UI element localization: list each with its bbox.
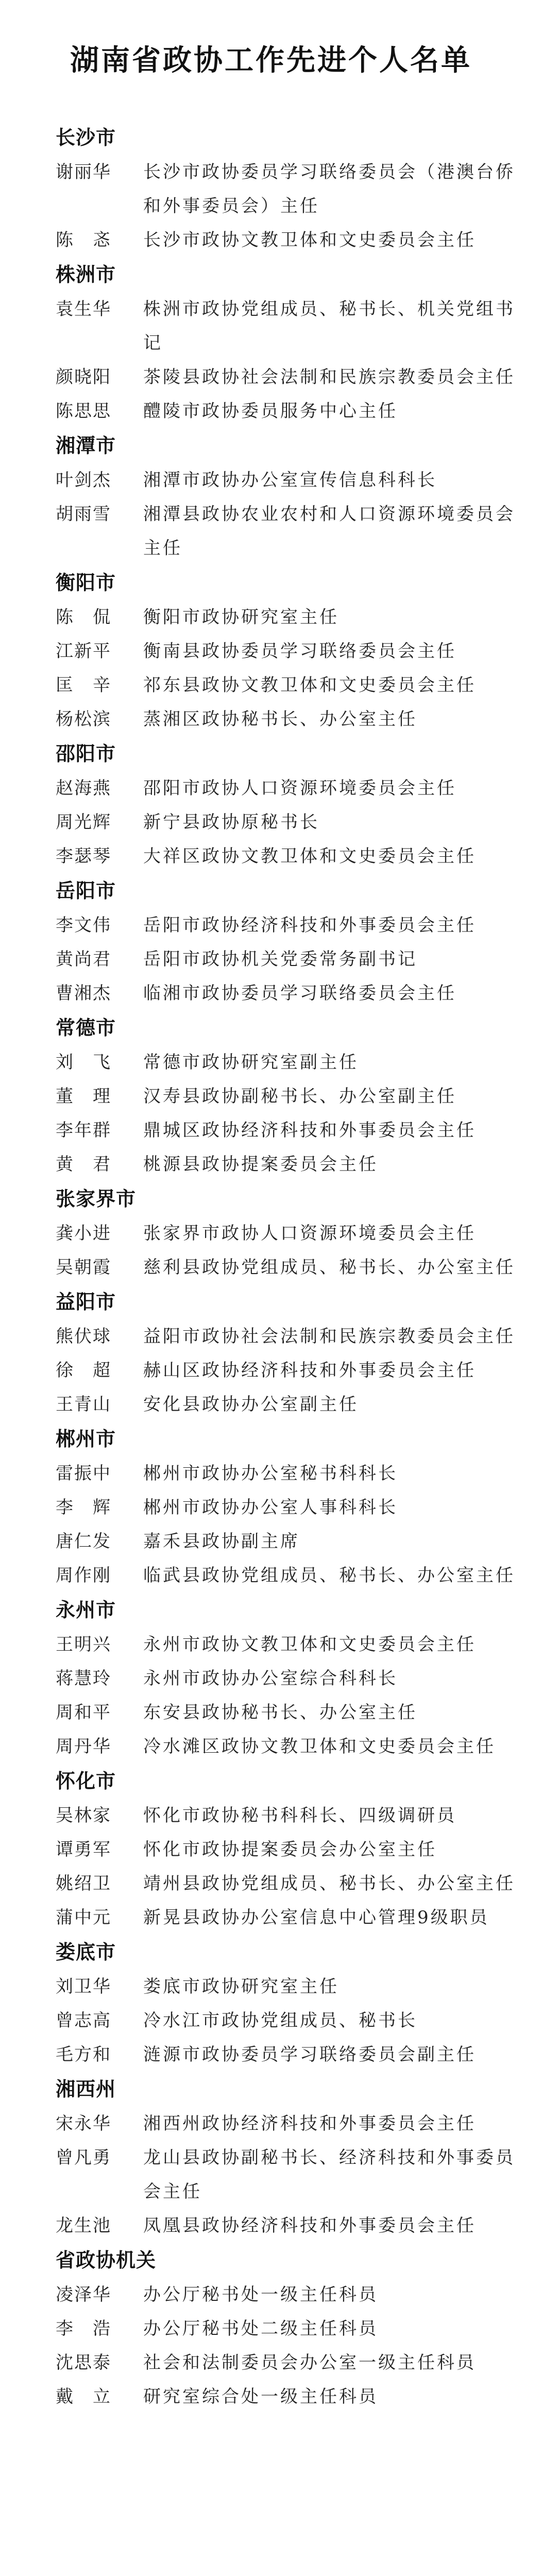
person-name: 蒋慧玲	[56, 1668, 111, 1689]
person-entry	[56, 1662, 530, 1696]
person-entry	[56, 771, 530, 805]
person-entry	[56, 292, 530, 360]
region-heading: 株洲市	[56, 263, 116, 286]
person-position: 长沙市政协委员学习联络委员会（港澳台侨和外事委员会）主任	[143, 162, 515, 216]
person-name: 熊伏球	[56, 1326, 111, 1347]
person-position: 怀化市政协秘书科科长、四级调研员	[143, 1805, 456, 1826]
person-name: 刘卫华	[56, 1976, 111, 1997]
person-entry	[56, 2312, 530, 2346]
person-entry	[56, 2004, 530, 2038]
person-name: 黄尚君	[56, 949, 111, 970]
person-name: 谢丽华	[56, 162, 111, 182]
person-entry	[56, 1970, 530, 2004]
person-entry	[56, 1833, 530, 1867]
region-heading: 怀化市	[56, 1770, 116, 1792]
person-entry	[56, 394, 530, 428]
person-entry	[56, 1730, 530, 1764]
person-name: 凌泽华	[56, 2284, 111, 2305]
person-position: 汉寿县政协副秘书长、办公室副主任	[143, 1086, 456, 1107]
region-heading: 娄底市	[56, 1941, 116, 1963]
person-position: 茶陵县政协社会法制和民族宗教委员会主任	[143, 367, 515, 387]
person-position: 邵阳市政协人口资源环境委员会主任	[143, 778, 456, 799]
person-name: 黄 君	[56, 1154, 111, 1175]
person-entry	[56, 1696, 530, 1730]
person-name: 赵海燕	[56, 778, 111, 799]
person-name: 周和平	[56, 1702, 111, 1723]
person-position: 大祥区政协文教卫体和文史委员会主任	[143, 846, 476, 867]
person-name: 董 理	[56, 1086, 111, 1107]
person-position: 靖州县政协党组成员、秘书长、办公室主任	[143, 1873, 515, 1894]
person-entry	[56, 1045, 530, 1079]
person-entry	[56, 1799, 530, 1833]
person-position: 醴陵市政协委员服务中心主任	[143, 401, 398, 421]
person-entry	[56, 1216, 530, 1250]
person-entry	[56, 1113, 530, 1147]
person-name: 蒲中元	[56, 1907, 111, 1928]
person-entry	[56, 1901, 530, 1935]
person-position: 湘潭市政协办公室宣传信息科科长	[143, 470, 437, 490]
person-entry	[56, 497, 530, 565]
person-position: 办公厅秘书处二级主任科员	[143, 2318, 378, 2339]
person-position: 衡阳市政协研究室主任	[143, 607, 339, 628]
person-position: 冷水滩区政协文教卫体和文史委员会主任	[143, 1736, 496, 1757]
person-entry	[56, 2278, 530, 2312]
person-entry	[56, 1319, 530, 1353]
person-name: 曾凡勇	[56, 2147, 111, 2168]
person-name: 曾志高	[56, 2010, 111, 2031]
region-heading: 长沙市	[56, 126, 116, 149]
person-entry	[56, 1147, 530, 1181]
person-entry	[56, 463, 530, 497]
person-name: 谭勇军	[56, 1839, 111, 1860]
person-name: 宋永华	[56, 2113, 111, 2134]
person-entry	[56, 2107, 530, 2141]
person-entry	[56, 223, 530, 257]
person-name: 曹湘杰	[56, 983, 111, 1004]
region-heading: 永州市	[56, 1599, 116, 1621]
person-position: 蒸湘区政协秘书长、办公室主任	[143, 709, 417, 730]
honor-list	[56, 120, 530, 2414]
region-heading: 邵阳市	[56, 742, 116, 765]
person-position: 凤凰县政协经济科技和外事委员会主任	[143, 2215, 476, 2236]
person-entry	[56, 976, 530, 1010]
person-position: 株洲市政协党组成员、秘书长、机关党组书记	[143, 299, 515, 353]
person-entry	[56, 2346, 530, 2380]
person-name: 李 辉	[56, 1497, 111, 1518]
person-position: 桃源县政协提案委员会主任	[143, 1154, 378, 1175]
person-entry	[56, 2141, 530, 2209]
person-position: 研究室综合处一级主任科员	[143, 2386, 378, 2407]
person-name: 吴朝霞	[56, 1257, 111, 1278]
region-heading: 衡阳市	[56, 571, 116, 594]
person-name: 王明兴	[56, 1634, 111, 1655]
person-position: 常德市政协研究室副主任	[143, 1052, 359, 1073]
person-entry	[56, 2209, 530, 2243]
region-heading: 省政协机关	[56, 2249, 157, 2272]
person-position: 社会和法制委员会办公室一级主任科员	[143, 2352, 476, 2373]
person-entry	[56, 360, 530, 394]
person-entry	[56, 1867, 530, 1901]
person-entry	[56, 908, 530, 942]
person-position: 张家界市政协人口资源环境委员会主任	[143, 1223, 476, 1244]
person-entry	[56, 1387, 530, 1421]
person-position: 鼎城区政协经济科技和外事委员会主任	[143, 1120, 476, 1141]
person-name: 李 浩	[56, 2318, 111, 2339]
person-name: 毛方和	[56, 2044, 111, 2065]
person-name: 周作刚	[56, 1565, 111, 1586]
person-name: 吴林家	[56, 1805, 111, 1826]
person-position: 涟源市政协委员学习联络委员会副主任	[143, 2044, 476, 2065]
person-entry	[56, 1353, 530, 1387]
person-name: 雷振中	[56, 1463, 111, 1484]
person-name: 李文伟	[56, 915, 111, 936]
person-position: 岳阳市政协经济科技和外事委员会主任	[143, 915, 476, 936]
person-name: 颜晓阳	[56, 367, 111, 387]
person-position: 郴州市政协办公室人事科科长	[143, 1497, 398, 1518]
person-position: 龙山县政协副秘书长、经济科技和外事委员会主任	[143, 2147, 515, 2202]
person-name: 戴 立	[56, 2386, 111, 2407]
person-name: 陈 侃	[56, 607, 111, 628]
person-position: 湘西州政协经济科技和外事委员会主任	[143, 2113, 476, 2134]
person-position: 衡南县政协委员学习联络委员会主任	[143, 641, 456, 662]
person-position: 慈利县政协党组成员、秘书长、办公室主任	[143, 1257, 515, 1278]
region-heading: 岳阳市	[56, 879, 116, 902]
person-position: 嘉禾县政协副主席	[143, 1531, 300, 1552]
region-heading: 湘西州	[56, 2078, 116, 2100]
person-entry	[56, 1524, 530, 1558]
person-entry	[56, 600, 530, 634]
person-name: 匡 辛	[56, 675, 111, 696]
person-name: 龚小进	[56, 1223, 111, 1244]
person-name: 龙生池	[56, 2215, 111, 2236]
person-name: 叶剑杰	[56, 470, 111, 490]
page-title: 湖南省政协工作先进个人名单	[70, 44, 472, 77]
person-position: 临武县政协党组成员、秘书长、办公室主任	[143, 1565, 515, 1586]
person-position: 冷水江市政协党组成员、秘书长	[143, 2010, 417, 2031]
person-position: 东安县政协秘书长、办公室主任	[143, 1702, 417, 1723]
person-name: 胡雨雪	[56, 504, 111, 524]
person-entry	[56, 1628, 530, 1662]
person-name: 李瑟琴	[56, 846, 111, 867]
person-entry	[56, 1250, 530, 1284]
region-heading: 张家界市	[56, 1188, 137, 1210]
person-entry	[56, 1456, 530, 1490]
person-name: 沈思泰	[56, 2352, 111, 2373]
person-position: 益阳市政协社会法制和民族宗教委员会主任	[143, 1326, 515, 1347]
person-name: 陈 忞	[56, 230, 111, 250]
person-name: 杨松滨	[56, 709, 111, 730]
region-heading: 湘潭市	[56, 434, 116, 457]
person-name: 李年群	[56, 1120, 111, 1141]
person-position: 祁东县政协文教卫体和文史委员会主任	[143, 675, 476, 696]
person-entry	[56, 634, 530, 668]
person-position: 临湘市政协委员学习联络委员会主任	[143, 983, 456, 1004]
person-position: 永州市政协文教卫体和文史委员会主任	[143, 1634, 476, 1655]
person-name: 刘 飞	[56, 1052, 111, 1073]
person-position: 新宁县政协原秘书长	[143, 812, 319, 833]
person-entry	[56, 668, 530, 702]
person-name: 徐 超	[56, 1360, 111, 1381]
person-entry	[56, 155, 530, 223]
person-entry	[56, 702, 530, 736]
person-entry	[56, 839, 530, 873]
person-entry	[56, 1490, 530, 1524]
person-position: 岳阳市政协机关党委常务副书记	[143, 949, 417, 970]
person-name: 周丹华	[56, 1736, 111, 1757]
person-position: 安化县政协办公室副主任	[143, 1394, 359, 1415]
person-entry	[56, 1079, 530, 1113]
person-name: 陈思思	[56, 401, 111, 421]
person-name: 姚绍卫	[56, 1873, 111, 1894]
person-name: 江新平	[56, 641, 111, 662]
person-entry	[56, 2380, 530, 2414]
region-heading: 常德市	[56, 1016, 116, 1039]
person-position: 娄底市政协研究室主任	[143, 1976, 339, 1997]
person-position: 怀化市政协提案委员会办公室主任	[143, 1839, 437, 1860]
person-name: 周光辉	[56, 812, 111, 833]
person-position: 湘潭县政协农业农村和人口资源环境委员会主任	[143, 504, 515, 558]
person-position: 赫山区政协经济科技和外事委员会主任	[143, 1360, 476, 1381]
person-position: 新晃县政协办公室信息中心管理9级职员	[143, 1907, 489, 1928]
person-position: 郴州市政协办公室秘书科科长	[143, 1463, 398, 1484]
person-name: 袁生华	[56, 299, 111, 319]
region-heading: 益阳市	[56, 1291, 116, 1313]
person-position: 办公厅秘书处一级主任科员	[143, 2284, 378, 2305]
person-position: 长沙市政协文教卫体和文史委员会主任	[143, 230, 476, 250]
region-heading: 郴州市	[56, 1428, 116, 1450]
person-entry	[56, 805, 530, 839]
person-position: 永州市政协办公室综合科科长	[143, 1668, 398, 1689]
person-name: 唐仁发	[56, 1531, 111, 1552]
person-entry	[56, 1558, 530, 1592]
person-entry	[56, 2038, 530, 2072]
person-name: 王青山	[56, 1394, 111, 1415]
person-entry	[56, 942, 530, 976]
